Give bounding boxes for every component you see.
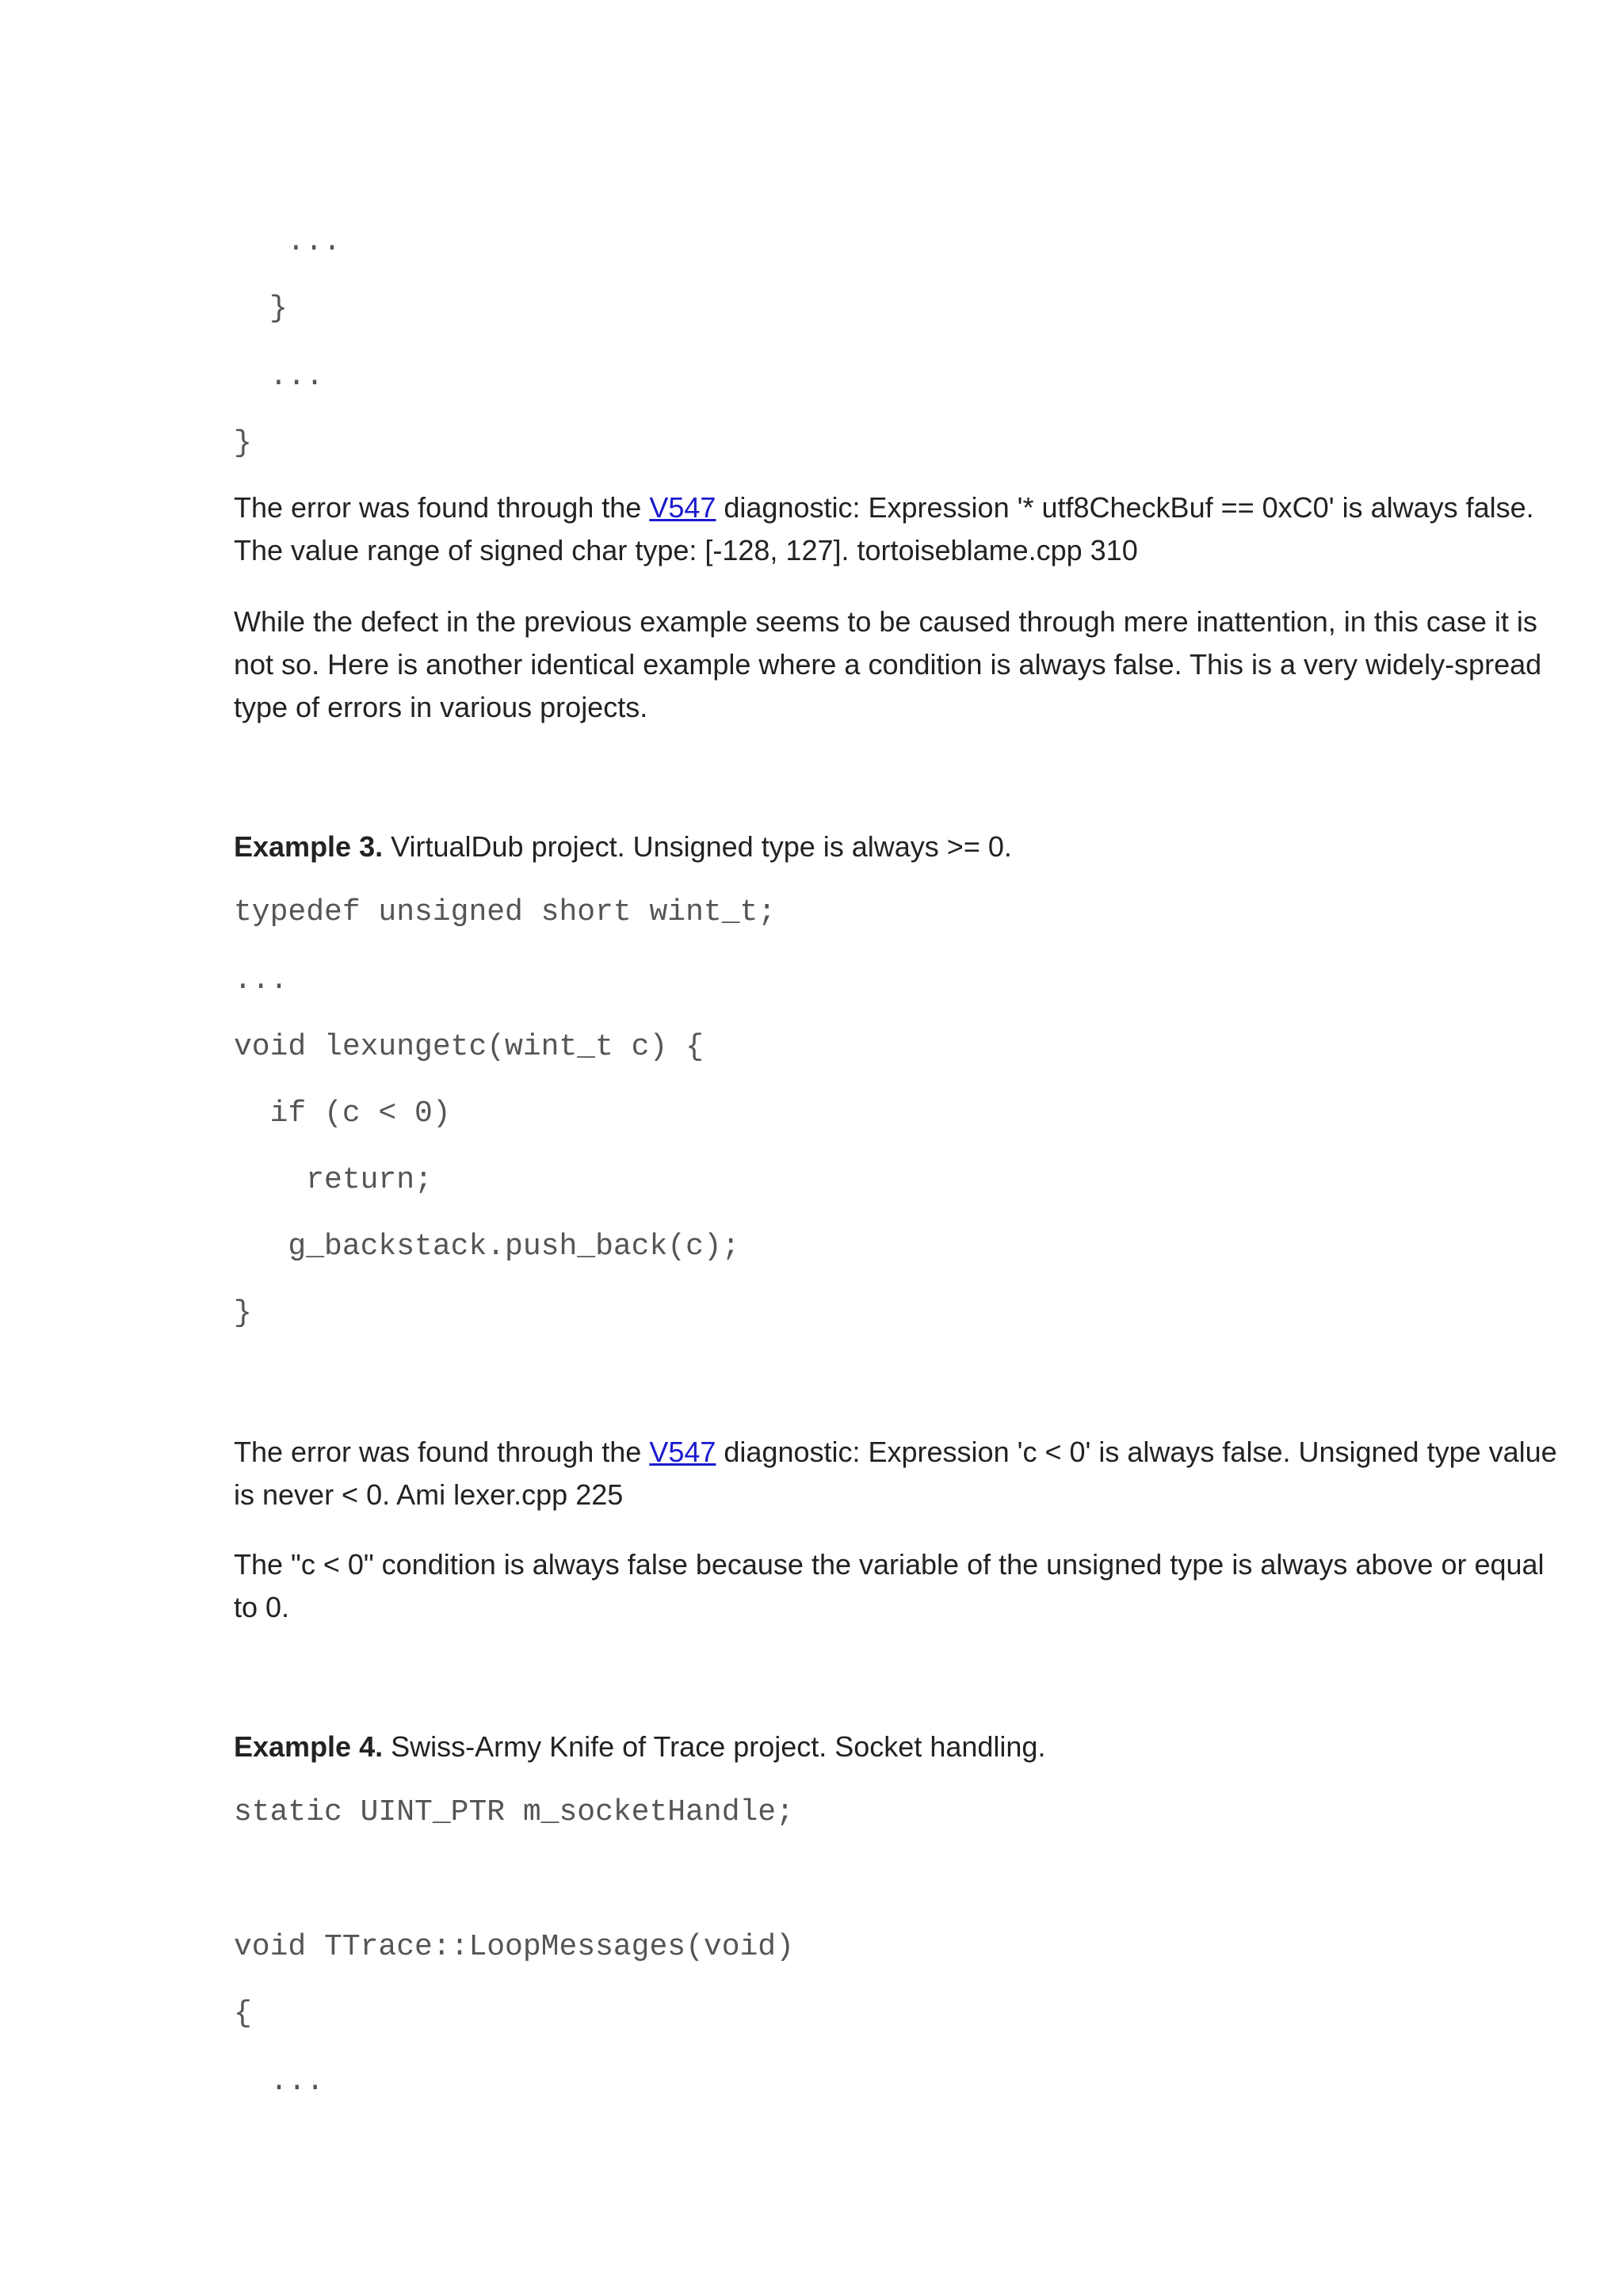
paragraph-line: to 0. — [234, 1591, 290, 1623]
code-line: g_backstack.push_back(c); — [234, 1230, 740, 1264]
paragraph-line: The error was found through the V547 diagnostic: Expression '* utf8CheckBuf == 0xC0' is always false. — [234, 491, 1534, 524]
v547-link[interactable]: V547 — [649, 491, 716, 524]
code-line: } — [269, 292, 288, 326]
code-line: ... — [234, 2065, 325, 2099]
paragraph-line: While the defect in the previous example seems to be caused through mere inattention, in this case it is — [234, 605, 1537, 638]
code-line: static UINT_PTR m_socketHandle; — [234, 1795, 794, 1829]
paragraph-line: The "c < 0" condition is always false because the variable of the unsigned type is always above or equal — [234, 1548, 1545, 1581]
code-line: void lexungetc(wint_t c) { — [234, 1030, 704, 1064]
code-line: if (c < 0) — [234, 1097, 451, 1131]
paragraph-line: is never < 0. Ami lexer.cpp 225 — [234, 1478, 624, 1511]
code-line: ... — [234, 963, 288, 997]
paragraph-line: The error was found through the V547 diagnostic: Expression 'c < 0' is always false. Unsigned type value — [234, 1436, 1557, 1468]
code-line: ... — [269, 360, 324, 394]
code-line: void TTrace::LoopMessages(void) — [234, 1930, 794, 1964]
paragraph-line: not so. Here is another identical example where a condition is always false. This is a very widely-spread — [234, 648, 1542, 681]
example-heading: Example 4. Swiss-Army Knife of Trace project. Socket handling. — [234, 1730, 1046, 1763]
code-line: typedef unsigned short wint_t; — [234, 895, 777, 929]
paragraph-line: The value range of signed char type: [-128, 127]. tortoiseblame.cpp 310 — [234, 534, 1138, 566]
code-line: } — [234, 1296, 252, 1330]
code-line: return; — [234, 1163, 433, 1197]
example-heading: Example 3. VirtualDub project. Unsigned type is always >= 0. — [234, 830, 1012, 863]
code-line: ... — [287, 225, 342, 259]
paragraph-line: type of errors in various projects. — [234, 691, 648, 723]
code-line: } — [234, 426, 252, 460]
code-line: { — [234, 1997, 252, 2031]
v547-link[interactable]: V547 — [649, 1436, 716, 1468]
